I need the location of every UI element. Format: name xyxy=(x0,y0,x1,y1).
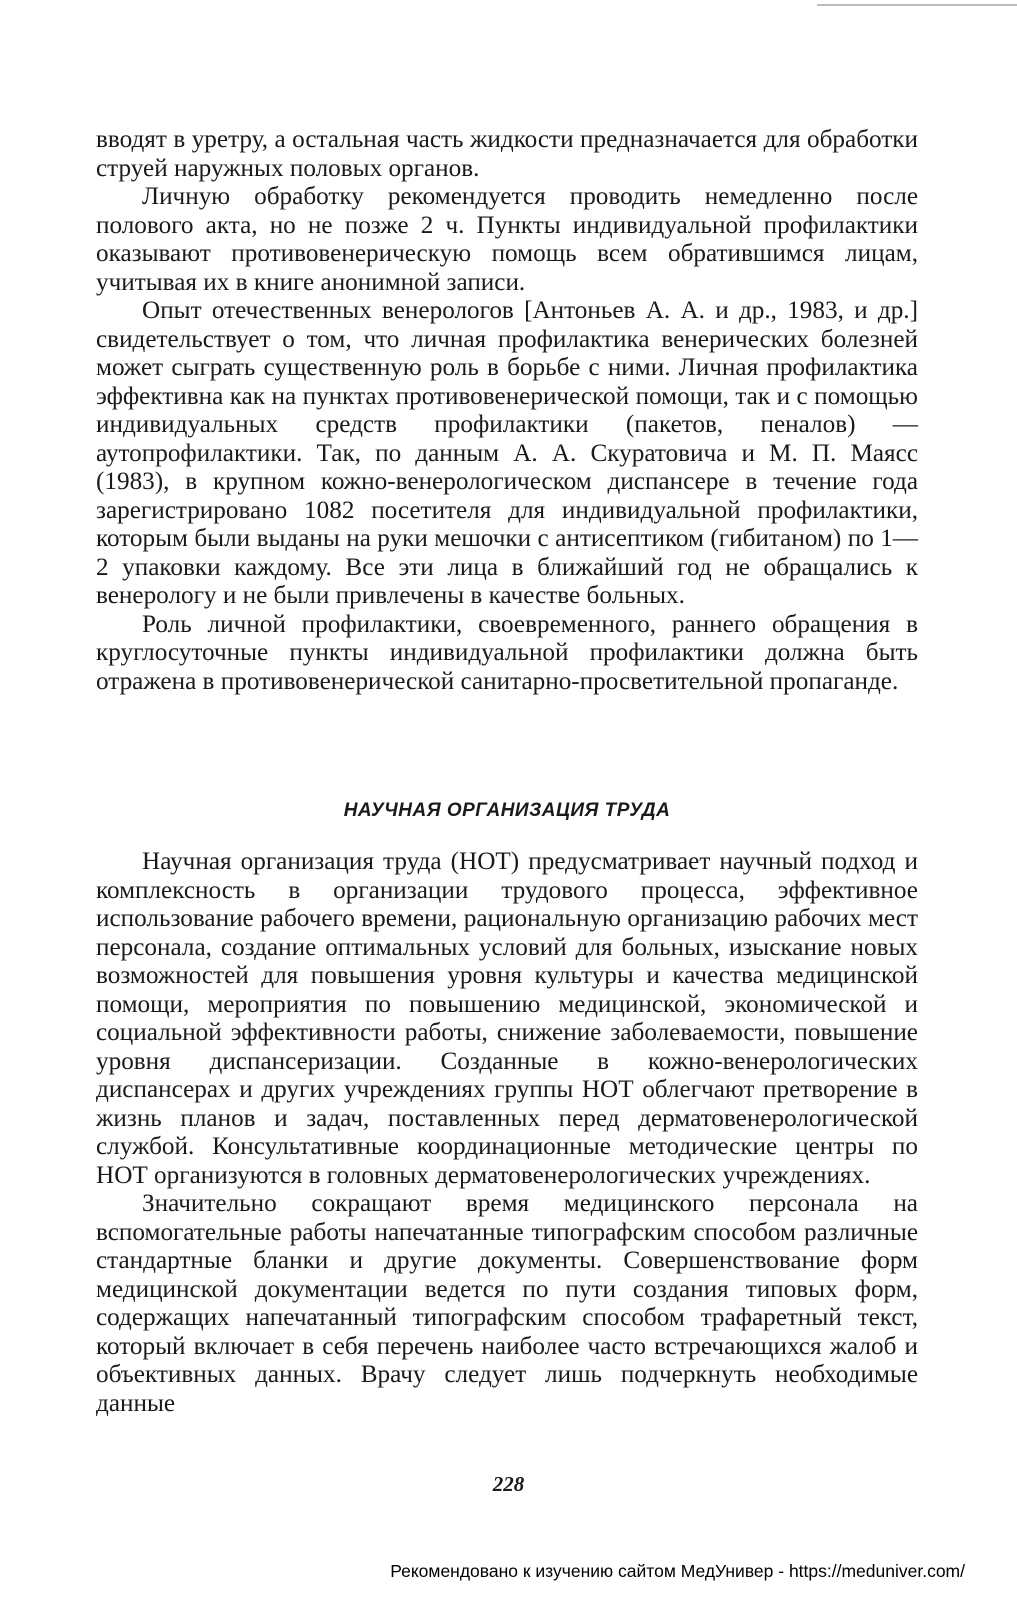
paragraph: Опыт отечественных венерологов [Антоньев А. А. и др., 1983, и др.] свидетельствует о том, что личная профилактика венерических болезней может сыграть существенную роль в борьбе с ними. Личная профилактика эффективна как на пунктах противовенерической помощи, так и с помощью индивидуальных средств профилактики (пакетов, пеналов) — аутопрофилактики. Так, по данным А. А. Скуратовича и М. П. Маясс (1983), в крупном кожно-венерологическом диспансере в течение года зарегистрировано 1082 посетителя для индивидуальной профилактики, которым были выданы на руки мешочки с антисептиком (гибитаном) по 1—2 упаковки каждому. Все эти лица в ближайший год не обращались к венерологу и не были привлечены в качестве больных. xyxy=(96,297,918,609)
paragraph-continuation: вводят в уретру, а остальная часть жидкости предназначается для обработки струей наружных половых органов. xyxy=(96,126,918,182)
text-block-top xyxy=(96,126,918,696)
section-heading: НАУЧНАЯ ОРГАНИЗАЦИЯ ТРУДА xyxy=(343,800,671,821)
paragraph: Значительно сокращают время медицинского персонала на вспомогательные работы напечатанные типографским способом различные стандартные бланки и другие документы. Совершенствование форм медицинской документации ведется по пути создания типовых форм, содержащих напечатанный типографским способом трафаретный текст, который включает в себя перечень наиболее часто встречающихся жалоб и объективных данных. Врачу следует лишь подчеркнуть необходимые данные xyxy=(96,1190,918,1417)
paragraph: Личную обработку рекомендуется проводить немедленно после полового акта, но не позже 2 ч. Пункты индивидуальной профилактики оказывают противовенерическую помощь всем обратившимся лицам, учитывая их в книге анонимной записи. xyxy=(96,183,918,296)
watermark-text: Рекомендовано к изучению сайтом МедУнивер - https://meduniver.com/ xyxy=(390,1561,965,1581)
paragraph: Роль личной профилактики, своевременного, раннего обращения в круглосуточные пункты индивидуальной профилактики должна быть отражена в противовенерической санитарно-просветительной пропаганде. xyxy=(96,610,918,695)
top-edge-rule xyxy=(817,4,1017,6)
text-block-bottom xyxy=(96,848,918,1418)
page-number: 228 xyxy=(492,1472,525,1496)
paragraph: Научная организация труда (НОТ) предусматривает научный подход и комплексность в организации трудового процесса, эффективное использование рабочего времени, рациональную организацию рабочих мест персонала, создание оптимальных условий для больных, изыскание новых возможностей для повышения уровня культуры и качества медицинской помощи, мероприятия по повышению медицинской, экономической и социальной эффективности работы, снижение заболеваемости, повышение уровня диспансеризации. Созданные в кожно-венерологических диспансерах и других учреждениях группы НОТ облегчают претворение в жизнь планов и задач, поставленных перед дерматовенерологической службой. Консультативные координационные методические центры по НОТ организуются в головных дерматовенерологических учреждениях. xyxy=(96,848,918,1189)
